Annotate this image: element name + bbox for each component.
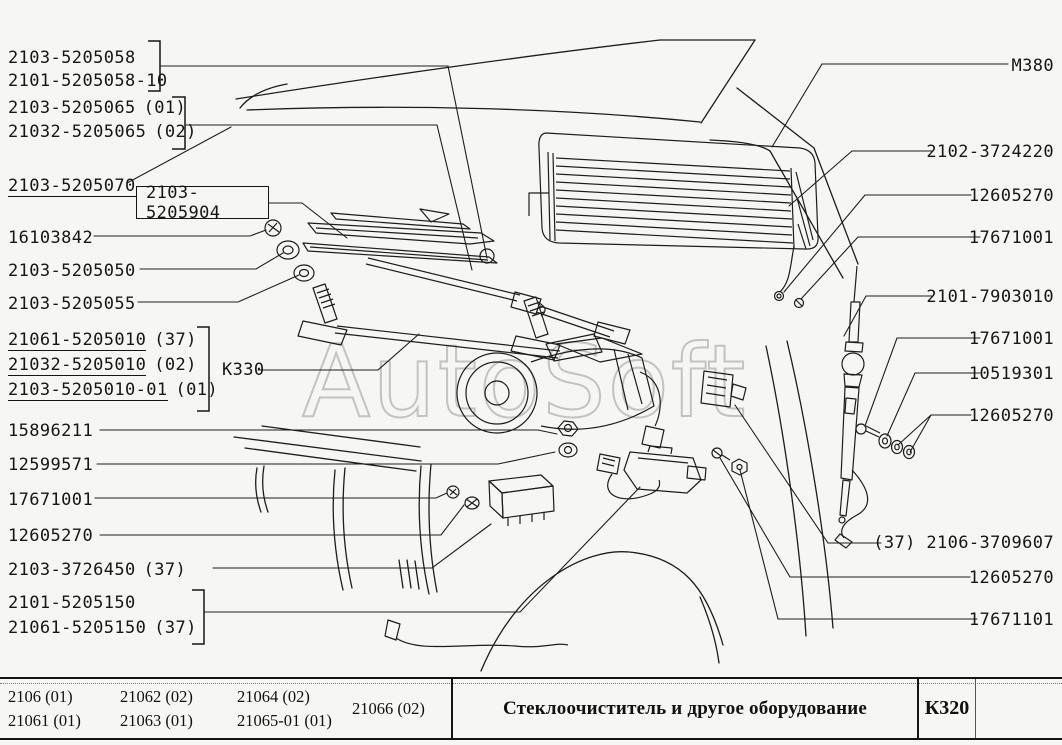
part-label: 2103-5205050 bbox=[8, 261, 136, 281]
part-label: 21061-5205010 (37) bbox=[8, 330, 197, 350]
part-label: 16103842 bbox=[8, 228, 94, 248]
part-label-boxed: 2103-5205904 bbox=[136, 186, 269, 219]
page-code: К320 bbox=[924, 697, 970, 719]
part-label: 17671001 bbox=[8, 490, 94, 510]
part-label: 2103-5205058 bbox=[8, 48, 136, 68]
part-label: 21032-5205010 (02) bbox=[8, 355, 197, 375]
part-label: 10519301 bbox=[968, 364, 1054, 384]
footer-title-cell bbox=[453, 679, 919, 738]
washer-pump-drawing bbox=[597, 446, 747, 499]
model-code: 21062 (02) bbox=[120, 687, 193, 706]
relay-drawing bbox=[385, 475, 568, 647]
model-code: 21063 (01) bbox=[120, 711, 193, 730]
watermark: AutoSoft bbox=[302, 323, 748, 440]
part-label: 21032-5205065 (02) bbox=[8, 122, 197, 142]
part-label: 2103-3726450 (37) bbox=[8, 560, 187, 580]
part-label: 2103-5205065 (01) bbox=[8, 98, 187, 118]
footer-table bbox=[0, 677, 1062, 740]
model-code: 21065-01 (01) bbox=[237, 711, 332, 730]
part-label: 2101-5205058-10 bbox=[8, 71, 168, 91]
part-label: 2103-5205055 bbox=[8, 294, 136, 314]
part-label: 12605270 bbox=[968, 406, 1054, 426]
part-label: 2103-5205070 bbox=[8, 176, 136, 196]
part-label: 2101-7903010 bbox=[926, 287, 1054, 307]
part-label: 17671101 bbox=[968, 610, 1054, 630]
model-code: 2106 (01) bbox=[8, 687, 73, 706]
part-label: 17671001 bbox=[968, 228, 1054, 248]
model-code: 21061 (01) bbox=[8, 711, 81, 730]
part-label: 17671001 bbox=[968, 329, 1054, 349]
part-label: 2103-5205010-01 (01) bbox=[8, 380, 219, 400]
part-label: 12605270 bbox=[968, 186, 1054, 206]
drawing-title: Стеклоочиститель и другое оборудование bbox=[502, 697, 868, 719]
antenna-drawing bbox=[835, 266, 915, 548]
footer-models-cell bbox=[0, 679, 453, 738]
part-label: (37) 2106-3709607 bbox=[873, 533, 1054, 553]
part-label: М380 bbox=[1011, 56, 1054, 76]
part-label: 2102-3724220 bbox=[926, 142, 1054, 162]
model-code: 21064 (02) bbox=[237, 687, 310, 706]
part-label: 12605270 bbox=[8, 526, 94, 546]
page-ref-label: К330 bbox=[222, 360, 265, 380]
part-label: 12605270 bbox=[968, 568, 1054, 588]
part-label: 12599571 bbox=[8, 455, 94, 475]
part-label: 21061-5205150 (37) bbox=[8, 618, 197, 638]
part-label: 2101-5205150 bbox=[8, 593, 136, 613]
part-label: 15896211 bbox=[8, 421, 94, 441]
model-code: 21066 (02) bbox=[352, 699, 425, 718]
footer-code-cell bbox=[919, 679, 976, 738]
